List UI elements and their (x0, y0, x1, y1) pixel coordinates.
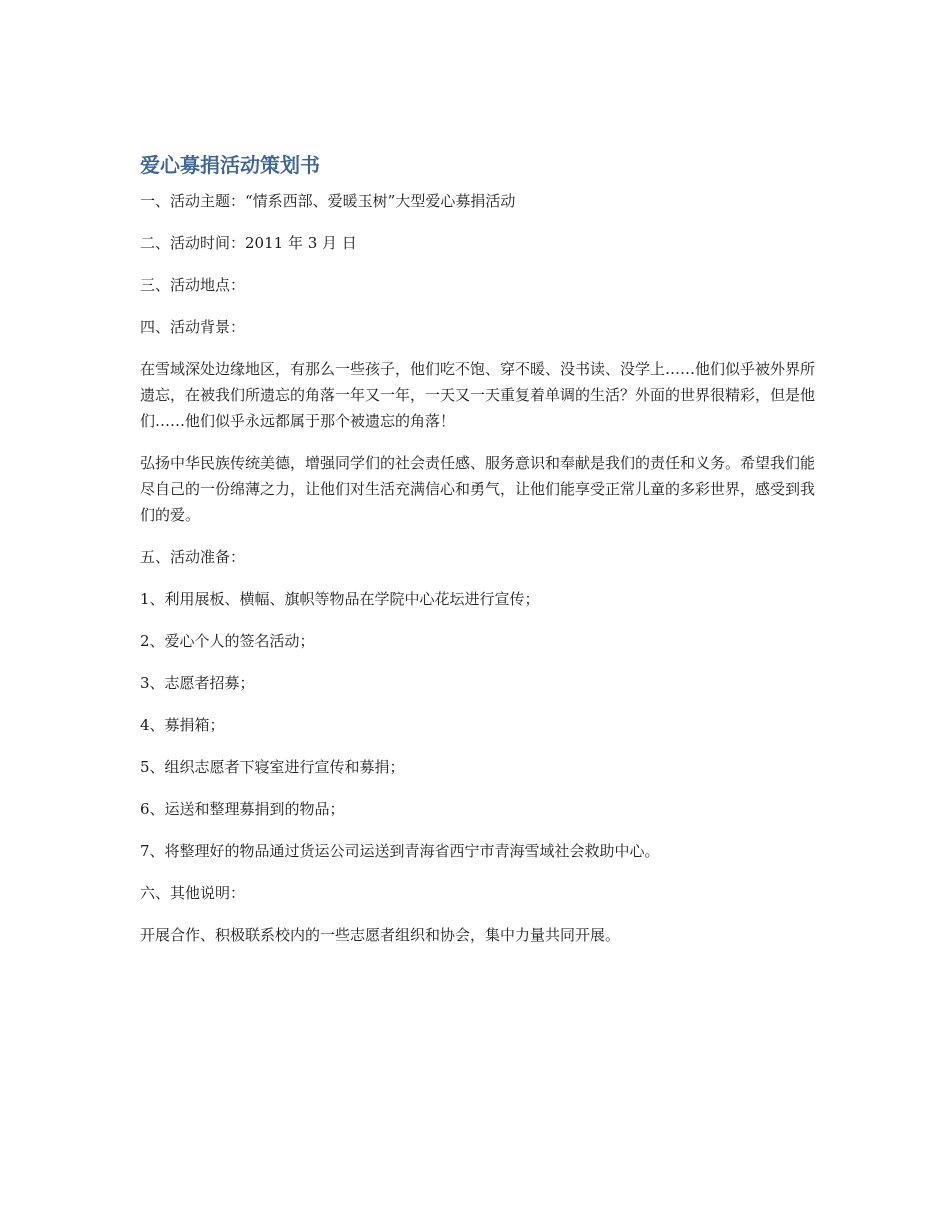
background-paragraph-2: 弘扬中华民族传统美德，增强同学们的社会责任感、服务意识和奉献是我们的责任和义务。希望我们能尽自己的一份绵薄之力，让他们对生活充满信心和勇气，让他们能享受正常儿童的多彩世界，感受到我们的爱。 (140, 454, 816, 524)
preparation-item-7: 7、将整理好的物品通过货运公司运送到青海省西宁市青海雪域社会救助中心。 (140, 842, 660, 860)
section-other-heading: 六、其他说明： (140, 884, 246, 902)
other-paragraph: 开展合作、积极联系校内的一些志愿者组织和协会，集中力量共同开展。 (140, 926, 621, 944)
section-preparation-heading: 五、活动准备： (140, 548, 246, 566)
preparation-item-5: 5、组织志愿者下寝室进行宣传和募捐； (140, 758, 405, 776)
preparation-item-4: 4、募捐箱； (140, 716, 225, 734)
section-background-heading: 四、活动背景： (140, 318, 246, 336)
preparation-item-1: 1、利用展板、横幅、旗帜等物品在学院中心花坛进行宣传； (140, 590, 540, 608)
section-theme: 一、活动主题：“情系西部、爱暖玉树”大型爱心募捐活动 (140, 192, 516, 210)
document-title: 爱心募捐活动策划书 (140, 153, 320, 177)
background-paragraph-1: 在雪域深处边缘地区，有那么一些孩子，他们吃不饱、穿不暖、没书读、没学上……他们似乎被外界所遗忘，在被我们所遗忘的角落一年又一年，一天又一天重复着单调的生活？外面的世界很精彩，但是他们……他们似乎永远都属于那个被遗忘的角落！ (140, 360, 816, 430)
section-time: 二、活动时间：2011 年 3 月 日 (140, 234, 357, 252)
preparation-item-3: 3、志愿者招募； (140, 674, 255, 692)
preparation-item-2: 2、爱心个人的签名活动； (140, 632, 315, 650)
preparation-item-6: 6、运送和整理募捐到的物品； (140, 800, 345, 818)
document-page (140, 150, 820, 964)
section-location: 三、活动地点： (140, 276, 246, 294)
